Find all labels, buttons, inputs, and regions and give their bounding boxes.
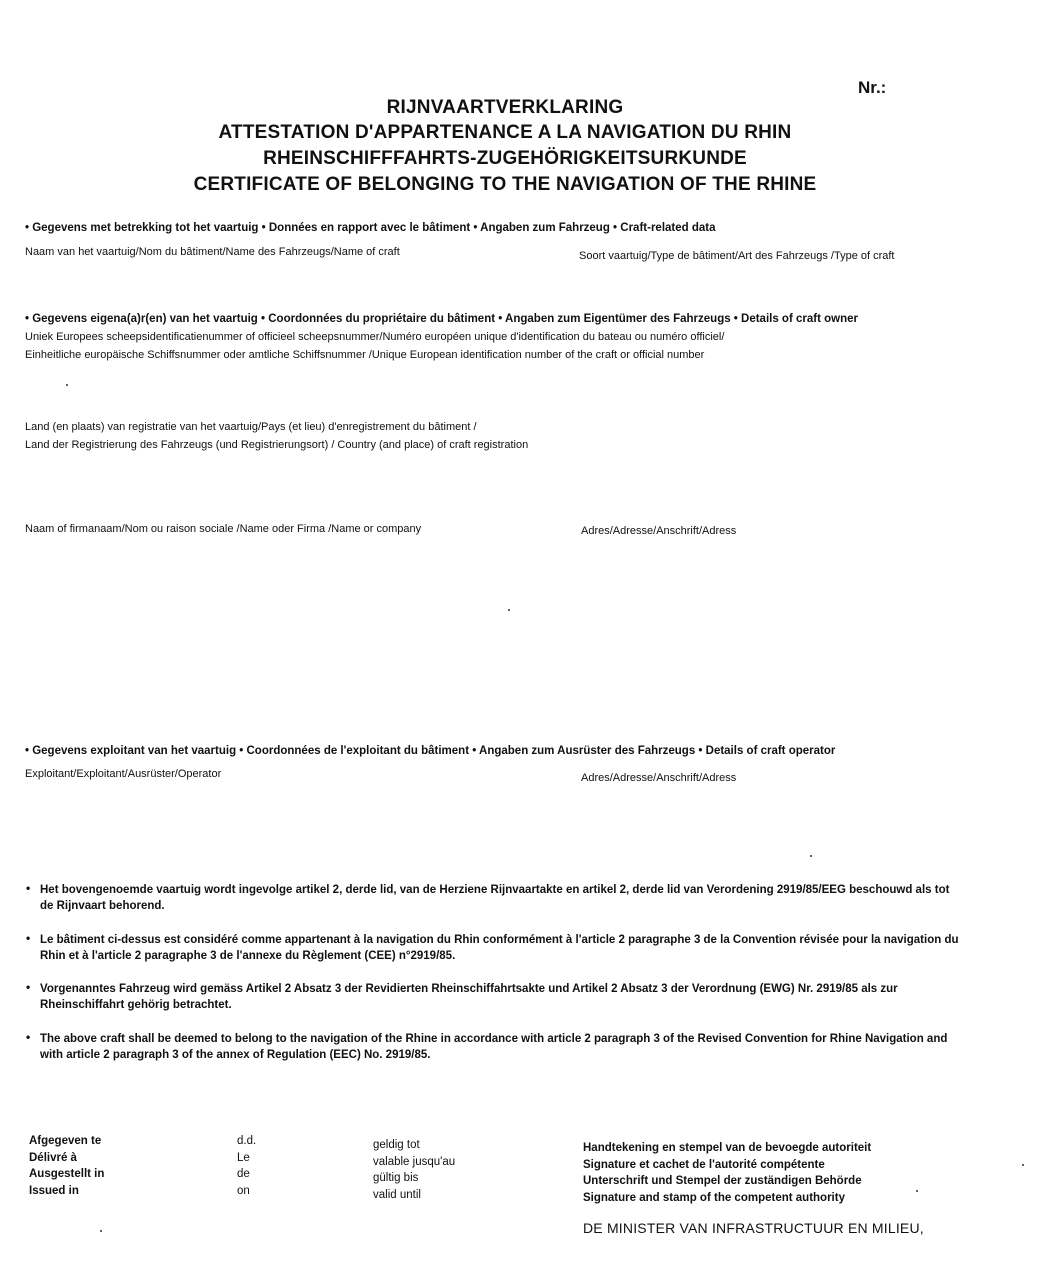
scan-speck xyxy=(1022,1164,1024,1166)
owner-id-label-line1: Uniek Europees scheepsidentificatienummer of officieel scheepsnummer/Numéro européen unique d'identification du bateau ou numéro officiel/ xyxy=(25,331,725,343)
declaration-text-dutch: Het bovengenoemde vaartuig wordt ingevolge artikel 2, derde lid, van de Herziene Rijnvaartakte en artikel 2, derde lid van Verordening 2919/85/EEG beschouwd als tot de Rijnvaart behorend. xyxy=(40,884,950,912)
title-german: RHEINSCHIFFFAHRTS-ZUGEHÖRIGKEITSURKUNDE xyxy=(263,148,747,169)
operator-address-label: Adres/Adresse/Anschrift/Adress xyxy=(581,772,737,784)
declaration-text-german: Vorgenanntes Fahrzeug wird gemäss Artikel 2 Absatz 3 der Revidierten Rheinschiffahrtsakte und Artikel 2 Absatz 3 der Verordnung (EWG) Nr. 2919/85 als zur Rheinschiffahrt gehörig betrachtet. xyxy=(40,983,898,1011)
craft-name-label: Naam van het vaartuig/Nom du bâtiment/Name des Fahrzeugs/Name of craft xyxy=(25,246,400,258)
title-dutch: RIJNVAARTVERKLARING xyxy=(386,97,624,118)
bullet-icon: • xyxy=(26,1030,31,1044)
bullet-icon: • xyxy=(26,980,31,994)
registration-label-line1: Land (en plaats) van registratie van het vaartuig/Pays (et lieu) d'enregistrement du bâtiment / xyxy=(25,421,477,433)
owner-address-label: Adres/Adresse/Anschrift/Adress xyxy=(581,525,737,537)
bullet-icon: • xyxy=(26,931,31,945)
operator-section-heading: • Gegevens exploitant van het vaartuig • Coordonnées de l'exploitant du bâtiment • Angaben zum Ausrüster des Fahrzeugs • Details of craft operator xyxy=(25,745,836,757)
scan-speck xyxy=(508,609,510,611)
declaration-text-french: Le bâtiment ci-dessus est considéré comme appartenant à la navigation du Rhin conformément à l'article 2 paragraphe 3 de la Convention révisée pour la navigation du Rhin et à l'article 2 paragraphe 3 de l'annexe du Règlement (CEE) n°2919/85. xyxy=(40,934,959,962)
craft-type-label: Soort vaartuig/Type de bâtiment/Art des Fahrzeugs /Type of craft xyxy=(579,250,895,262)
scan-speck xyxy=(810,855,812,857)
scan-speck xyxy=(66,384,68,386)
declaration-text-english: The above craft shall be deemed to belong to the navigation of the Rhine in accordance with article 2 paragraph 3 of the Revised Convention for Rhine Navigation and with article 2 paragraph 3 of the annex of Regulation (EEC) No. 2919/85. xyxy=(40,1033,948,1061)
title-french: ATTESTATION D'APPARTENANCE A LA NAVIGATION DU RHIN xyxy=(218,122,792,143)
registration-label-line2: Land der Registrierung des Fahrzeugs (und Registrierungsort) / Country (and place) of craft registration xyxy=(25,439,529,451)
title-english: CERTIFICATE OF BELONGING TO THE NAVIGATION OF THE RHINE xyxy=(193,174,817,195)
scan-speck xyxy=(916,1190,918,1192)
owner-name-label: Naam of firmanaam/Nom ou raison sociale /Name oder Firma /Name or company xyxy=(25,523,422,535)
bullet-icon: • xyxy=(26,881,31,895)
date-label: d.d. Le de on xyxy=(237,1135,257,1197)
document-number-label: Nr.: xyxy=(858,78,887,97)
valid-until-label: geldig tot valable jusqu'au gültig bis valid until xyxy=(373,1139,456,1201)
owner-id-label-line2: Einheitliche europäische Schiffsnummer oder amtliche Schiffsnummer /Unique European identification number of the craft or official number xyxy=(25,349,705,361)
scan-speck xyxy=(100,1230,102,1232)
signature-label: Handtekening en stempel van de bevoegde autoriteit Signature et cachet de l'autorité compétente Unterschrift und Stempel der zuständigen Behörde Signature and stamp of the competent authority xyxy=(583,1142,872,1204)
operator-label: Exploitant/Exploitant/Ausrüster/Operator xyxy=(25,768,222,780)
issued-in-label: Afgegeven te Délivré à Ausgestellt in Issued in xyxy=(29,1135,105,1197)
minister-signatory: DE MINISTER VAN INFRASTRUCTUUR EN MILIEU, xyxy=(583,1220,924,1236)
owner-section-heading: • Gegevens eigena(a)r(en) van het vaartuig • Coordonnées du propriétaire du bâtiment • Angaben zum Eigentümer des Fahrzeugs • Details of craft owner xyxy=(25,313,858,325)
craft-section-heading: • Gegevens met betrekking tot het vaartuig • Données en rapport avec le bâtiment • Angaben zum Fahrzeug • Craft-related data xyxy=(25,222,716,234)
